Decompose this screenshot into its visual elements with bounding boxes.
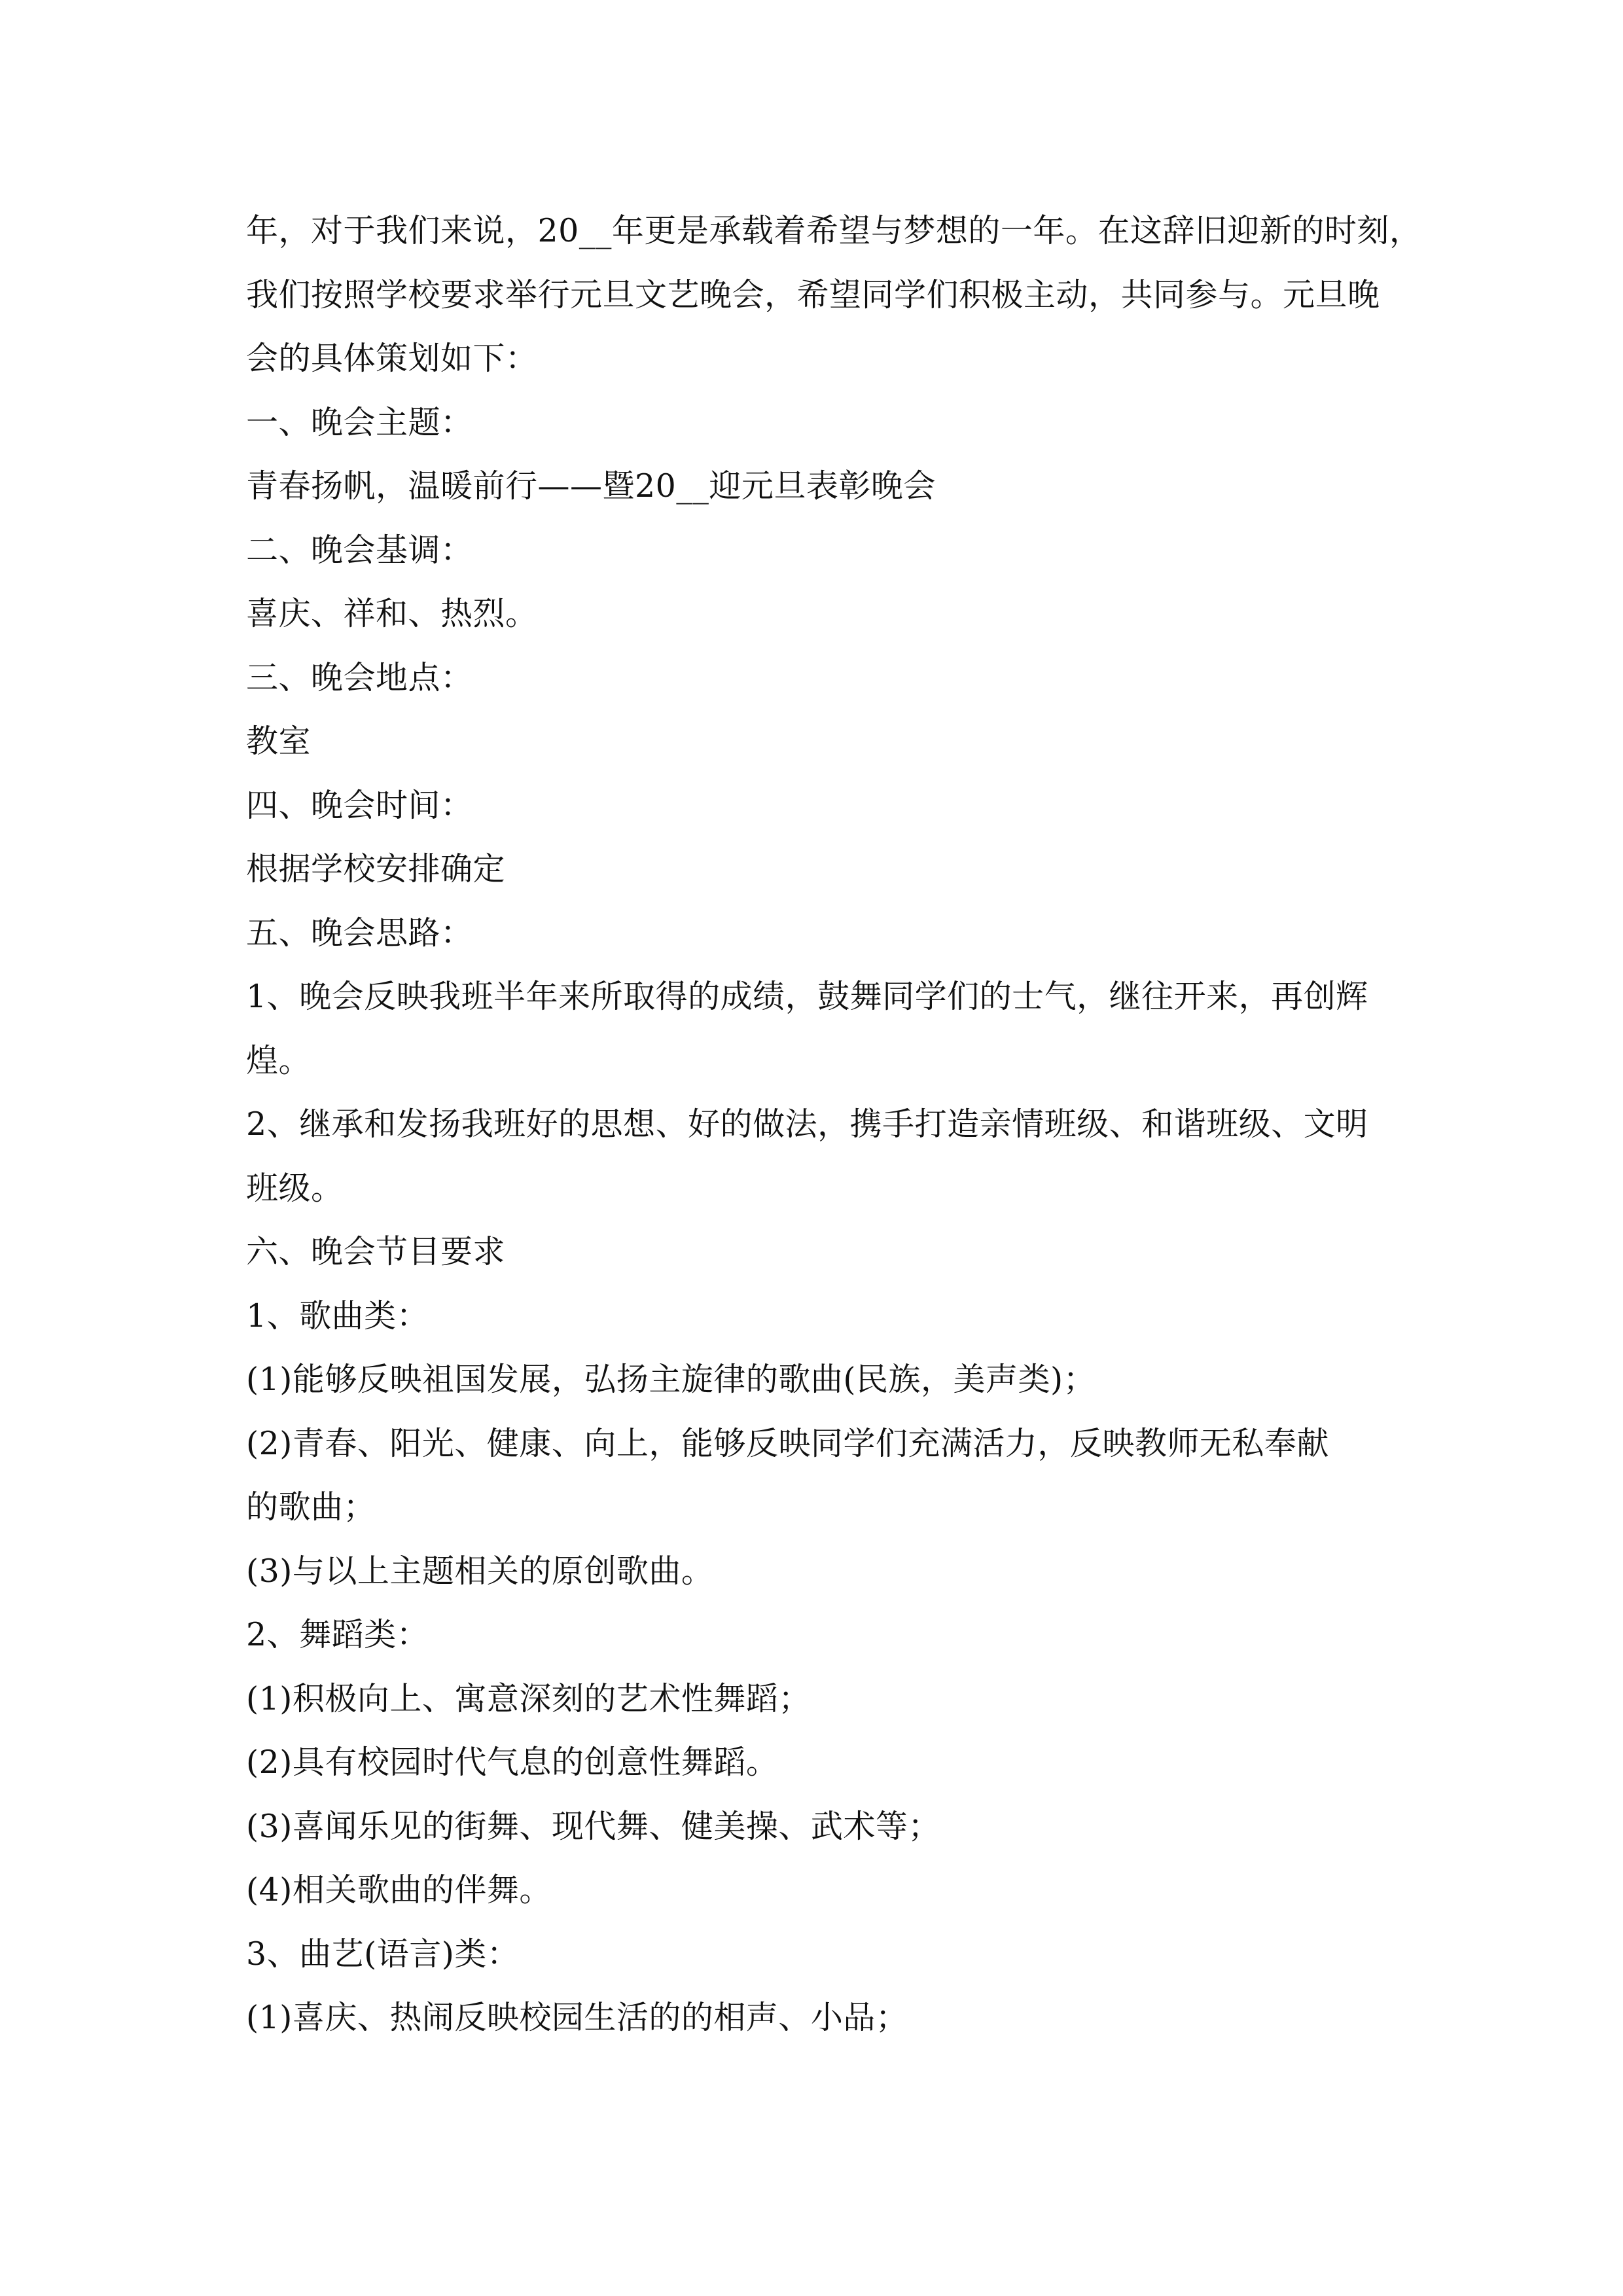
paragraph-line: 我们按照学校要求举行元旦文艺晚会，希望同学们积极主动，共同参与。元旦晚 xyxy=(246,276,1380,314)
paragraph-line: 会的具体策划如下： xyxy=(246,340,538,377)
document-body xyxy=(246,199,1424,2050)
subsection-heading-quyi: 3、曲艺(语言)类： xyxy=(246,1935,520,1973)
section-body-location: 教室 xyxy=(246,723,312,760)
list-item-line: (1)积极向上、寓意深刻的艺术性舞蹈； xyxy=(246,1679,811,1717)
list-item-line: 班级。 xyxy=(246,1169,344,1207)
list-item-line: 2、继承和发扬我班好的思想、好的做法，携手打造亲情班级、和谐班级、文明 xyxy=(246,1105,1368,1143)
paragraph-line: 年，对于我们来说，20__年更是承载着希望与梦想的一年。在这辞旧迎新的时刻， xyxy=(246,212,1422,249)
subsection-heading-dance: 2、舞蹈类： xyxy=(246,1616,429,1653)
section-heading-tone: 二、晚会基调： xyxy=(246,531,473,569)
section-body-tone: 喜庆、祥和、热烈。 xyxy=(246,595,538,632)
list-item-line: 煌。 xyxy=(246,1041,312,1079)
list-item-line: 1、晚会反映我班半年来所取得的成绩，鼓舞同学们的士气，继往开来，再创辉 xyxy=(246,978,1368,1015)
list-item-line: (3)与以上主题相关的原创歌曲。 xyxy=(246,1552,714,1590)
list-item-line: (1)喜庆、热闹反映校园生活的的相声、小品； xyxy=(246,1999,908,2036)
section-heading-time: 四、晚会时间： xyxy=(246,786,473,824)
section-heading-location: 三、晚会地点： xyxy=(246,658,473,696)
list-item-line: 的歌曲； xyxy=(246,1488,376,1526)
list-item-line: (2)青春、阳光、健康、向上，能够反映同学们充满活力，反映教师无私奉献 xyxy=(246,1424,1329,1462)
list-item-line: (4)相关歌曲的伴舞。 xyxy=(246,1871,552,1909)
list-item-line: (1)能够反映祖国发展，弘扬主旋律的歌曲(民族，美声类)； xyxy=(246,1361,1096,1398)
section-body-time: 根据学校安排确定 xyxy=(246,850,506,888)
subsection-heading-songs: 1、歌曲类： xyxy=(246,1297,429,1335)
section-body-theme: 青春扬帆，温暖前行——暨20__迎元旦表彰晚会 xyxy=(246,467,936,505)
section-heading-program-requirements: 六、晚会节目要求 xyxy=(246,1233,506,1270)
section-heading-ideas: 五、晚会思路： xyxy=(246,914,473,952)
list-item-line: (3)喜闻乐见的街舞、现代舞、健美操、武术等； xyxy=(246,1807,940,1845)
list-item-line: (2)具有校园时代气息的创意性舞蹈。 xyxy=(246,1744,779,1781)
section-heading-theme: 一、晚会主题： xyxy=(246,403,473,441)
